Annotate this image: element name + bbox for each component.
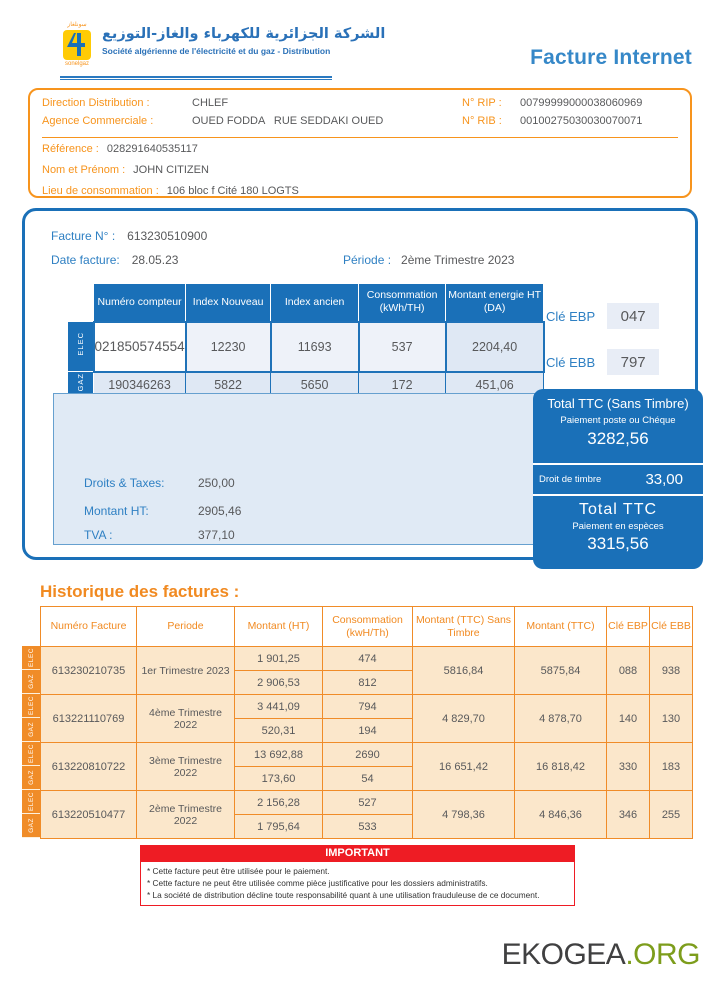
important-note: * Cette facture ne peut être utilisée comme pièce justificative pour les dossiers administratifs. <box>147 878 488 888</box>
name-value: JOHN CITIZEN <box>133 164 209 176</box>
cle-ebb <box>546 349 659 375</box>
total-sans-timbre-title: Total TTC (Sans Timbre) <box>547 396 689 411</box>
cle-ebp-label: Clé EBP <box>546 308 596 324</box>
agence-value: OUED FODDA RUE SEDDAKI OUED <box>192 115 384 127</box>
hist-header-consommation: Consommation (kwH/Th) <box>323 607 413 647</box>
logo-arabic-caption: سونلغاز <box>67 22 87 28</box>
history-section <box>22 606 692 839</box>
elec-compteur: 021850574554 <box>94 322 186 372</box>
cle-ebb-value: 797 <box>607 349 659 375</box>
gaz-row-label: GAZ <box>68 372 94 399</box>
hist-elec-conso: 794 <box>323 695 413 719</box>
period-label: Période : <box>343 253 392 267</box>
hist-ebb: 938 <box>650 647 693 695</box>
elec-consommation: 537 <box>359 322 446 372</box>
hist-periode: 2ème Trimestre 2022 <box>137 791 235 839</box>
hist-gaz-conso: 533 <box>323 815 413 839</box>
reference-label: Référence : <box>42 143 99 155</box>
hist-ebb: 183 <box>650 743 693 791</box>
hist-elec-conso: 527 <box>323 791 413 815</box>
strip-gaz-label: GAZ <box>22 718 40 742</box>
gaz-consommation: 172 <box>359 372 446 399</box>
history-row <box>41 743 693 767</box>
gaz-compteur: 190346263 <box>94 372 186 399</box>
site-watermark <box>502 938 700 972</box>
hist-gaz-ht: 173,60 <box>235 767 323 791</box>
hist-gaz-conso: 54 <box>323 767 413 791</box>
important-note: * La société de distribution décline toute responsabilité quant à une utilisation frauduleuse de ce document. <box>147 890 540 900</box>
watermark-brand: EKOGEA <box>501 938 626 971</box>
direction-value: CHLEF <box>192 97 229 109</box>
strip-elec-label: ELEC <box>22 742 40 766</box>
cle-ebp <box>546 303 659 329</box>
tva-value: 377,10 <box>198 528 235 542</box>
hist-ttc: 5875,84 <box>515 647 607 695</box>
total-ttc-title: Total TTC <box>578 501 658 518</box>
hist-numero: 613221110769 <box>41 695 137 743</box>
consumption-place-label: Lieu de consommation : <box>42 185 159 197</box>
hist-ttc: 4 846,36 <box>515 791 607 839</box>
rip-label: N° RIP : <box>462 97 502 109</box>
meter-row-elec <box>68 322 544 372</box>
total-sans-timbre-value: 3282,56 <box>587 429 649 448</box>
hist-ebp: 088 <box>607 647 650 695</box>
hist-header-cle-ebp: Clé EBP <box>607 607 650 647</box>
consumption-place-value: 106 bloc f Cité 180 LOGTS <box>166 185 299 197</box>
history-energy-strip <box>22 646 40 838</box>
hist-ebb: 130 <box>650 695 693 743</box>
hist-numero: 613220810722 <box>41 743 137 791</box>
droit-timbre-value: 33,00 <box>645 471 683 488</box>
total-ttc-subtitle: Paiement en espèces <box>572 521 664 532</box>
hist-periode: 1er Trimestre 2023 <box>137 647 235 695</box>
info-box-divider <box>42 137 678 138</box>
customer-info-box <box>28 88 692 198</box>
strip-elec-label: ELEC <box>22 694 40 718</box>
important-note: * Cette facture peut être utilisée pour le paiement. <box>147 866 330 876</box>
direction-label: Direction Distribution : <box>42 97 150 109</box>
invoice-number-label: Facture N° : <box>51 229 116 243</box>
hist-ttc-sans-timbre: 4 798,36 <box>413 791 515 839</box>
header-divider <box>60 76 332 80</box>
total-ttc-value: 3315,56 <box>587 534 649 553</box>
elec-montant: 2204,40 <box>446 322 544 372</box>
hist-ttc-sans-timbre: 4 829,70 <box>413 695 515 743</box>
hist-ttc: 16 818,42 <box>515 743 607 791</box>
gaz-index-nouveau: 5822 <box>186 372 271 399</box>
hist-ebp: 140 <box>607 695 650 743</box>
hist-ebp: 330 <box>607 743 650 791</box>
hist-ttc-sans-timbre: 5816,84 <box>413 647 515 695</box>
company-brand <box>102 25 402 56</box>
meter-header-index-nouveau: Index Nouveau <box>186 284 271 322</box>
hist-numero: 613230210735 <box>41 647 137 695</box>
history-title: Historique des factures : <box>40 582 240 601</box>
hist-gaz-conso: 194 <box>323 719 413 743</box>
meter-table <box>67 283 545 399</box>
elec-index-nouveau: 12230 <box>186 322 271 372</box>
droits-taxes-label: Droits & Taxes: <box>84 476 165 490</box>
gaz-montant: 451,06 <box>446 372 544 399</box>
hist-header-ttc-sans-timbre: Montant (TTC) Sans Timbre <box>413 607 515 647</box>
history-table <box>40 606 693 839</box>
sonelgaz-logo-icon <box>63 30 91 60</box>
hist-header-cle-ebb: Clé EBB <box>650 607 693 647</box>
cle-ebp-value: 047 <box>607 303 659 329</box>
montant-ht-value: 2905,46 <box>198 504 242 518</box>
strip-gaz-label: GAZ <box>22 766 40 790</box>
meter-header-index-ancien: Index ancien <box>271 284 359 322</box>
strip-elec-label: ELEC <box>22 646 40 670</box>
hist-elec-ht: 1 901,25 <box>235 647 323 671</box>
elec-index-ancien: 11693 <box>271 322 359 372</box>
hist-header-numero: Numéro Facture <box>41 607 137 647</box>
hist-periode: 4ème Trimestre 2022 <box>137 695 235 743</box>
history-row <box>41 647 693 671</box>
meter-header-consommation: Consommation (kWh/TH) <box>359 284 446 322</box>
rip-value: 00799999000038060969 <box>520 97 643 109</box>
agence-label: Agence Commerciale : <box>42 115 154 127</box>
hist-periode: 3ème Trimestre 2022 <box>137 743 235 791</box>
hist-elec-ht: 2 156,28 <box>235 791 323 815</box>
invoice-detail-box <box>22 208 698 560</box>
history-row <box>41 695 693 719</box>
document-title: Facture Internet <box>530 46 692 69</box>
watermark-tld: .ORG <box>625 938 700 971</box>
logo-latin-caption: sonelgaz <box>64 61 90 67</box>
droit-timbre-label: Droit de timbre <box>539 474 602 485</box>
tax-recap-panel <box>53 393 535 545</box>
meter-header-compteur: Numéro compteur <box>94 284 186 322</box>
hist-elec-ht: 3 441,09 <box>235 695 323 719</box>
invoice-date-value: 28.05.23 <box>131 253 179 267</box>
name-label: Nom et Prénom : <box>42 164 126 176</box>
hist-elec-ht: 13 692,88 <box>235 743 323 767</box>
droits-taxes-value: 250,00 <box>198 476 235 490</box>
hist-elec-conso: 2690 <box>323 743 413 767</box>
history-row <box>41 791 693 815</box>
invoice-date-label: Date facture: <box>51 253 120 267</box>
hist-gaz-conso: 812 <box>323 671 413 695</box>
reference-value: 028291640535117 <box>106 143 198 155</box>
strip-gaz-label: GAZ <box>22 670 40 694</box>
important-notes-box <box>140 861 575 906</box>
cle-ebb-label: Clé EBB <box>546 354 596 370</box>
invoice-number-value: 613230510900 <box>127 229 208 243</box>
totals-panel <box>533 389 703 569</box>
company-name-arabic: الشركة الجزائرية للكهرباء والغاز-التوزيع <box>102 26 386 42</box>
hist-ttc: 4 878,70 <box>515 695 607 743</box>
hist-ebb: 255 <box>650 791 693 839</box>
meter-header-montant: Montant energie HT (DA) <box>446 284 544 322</box>
meter-table-corner <box>68 284 94 322</box>
rib-label: N° RIB : <box>462 115 502 127</box>
hist-gaz-ht: 1 795,64 <box>235 815 323 839</box>
company-name-french: Société algérienne de l'électricité et du gaz - Distribution <box>102 46 331 56</box>
gaz-index-ancien: 5650 <box>271 372 359 399</box>
total-sans-timbre-subtitle: Paiement poste ou Chéque <box>560 415 676 426</box>
tva-label: TVA : <box>84 528 113 542</box>
strip-elec-label: ELEC <box>22 790 40 814</box>
hist-header-periode: Periode <box>137 607 235 647</box>
hist-ebp: 346 <box>607 791 650 839</box>
strip-gaz-label: GAZ <box>22 814 40 838</box>
company-logo <box>60 22 94 68</box>
hist-numero: 613220510477 <box>41 791 137 839</box>
montant-ht-label: Montant HT: <box>84 504 149 518</box>
hist-gaz-ht: 520,31 <box>235 719 323 743</box>
hist-header-montant-ht: Montant (HT) <box>235 607 323 647</box>
elec-row-label: ELEC <box>68 322 94 372</box>
important-banner: IMPORTANT <box>140 845 575 861</box>
hist-ttc-sans-timbre: 16 651,42 <box>413 743 515 791</box>
hist-elec-conso: 474 <box>323 647 413 671</box>
hist-gaz-ht: 2 906,53 <box>235 671 323 695</box>
period-value: 2ème Trimestre 2023 <box>401 253 515 267</box>
hist-header-ttc: Montant (TTC) <box>515 607 607 647</box>
rib-value: 00100275030030070071 <box>520 115 643 127</box>
